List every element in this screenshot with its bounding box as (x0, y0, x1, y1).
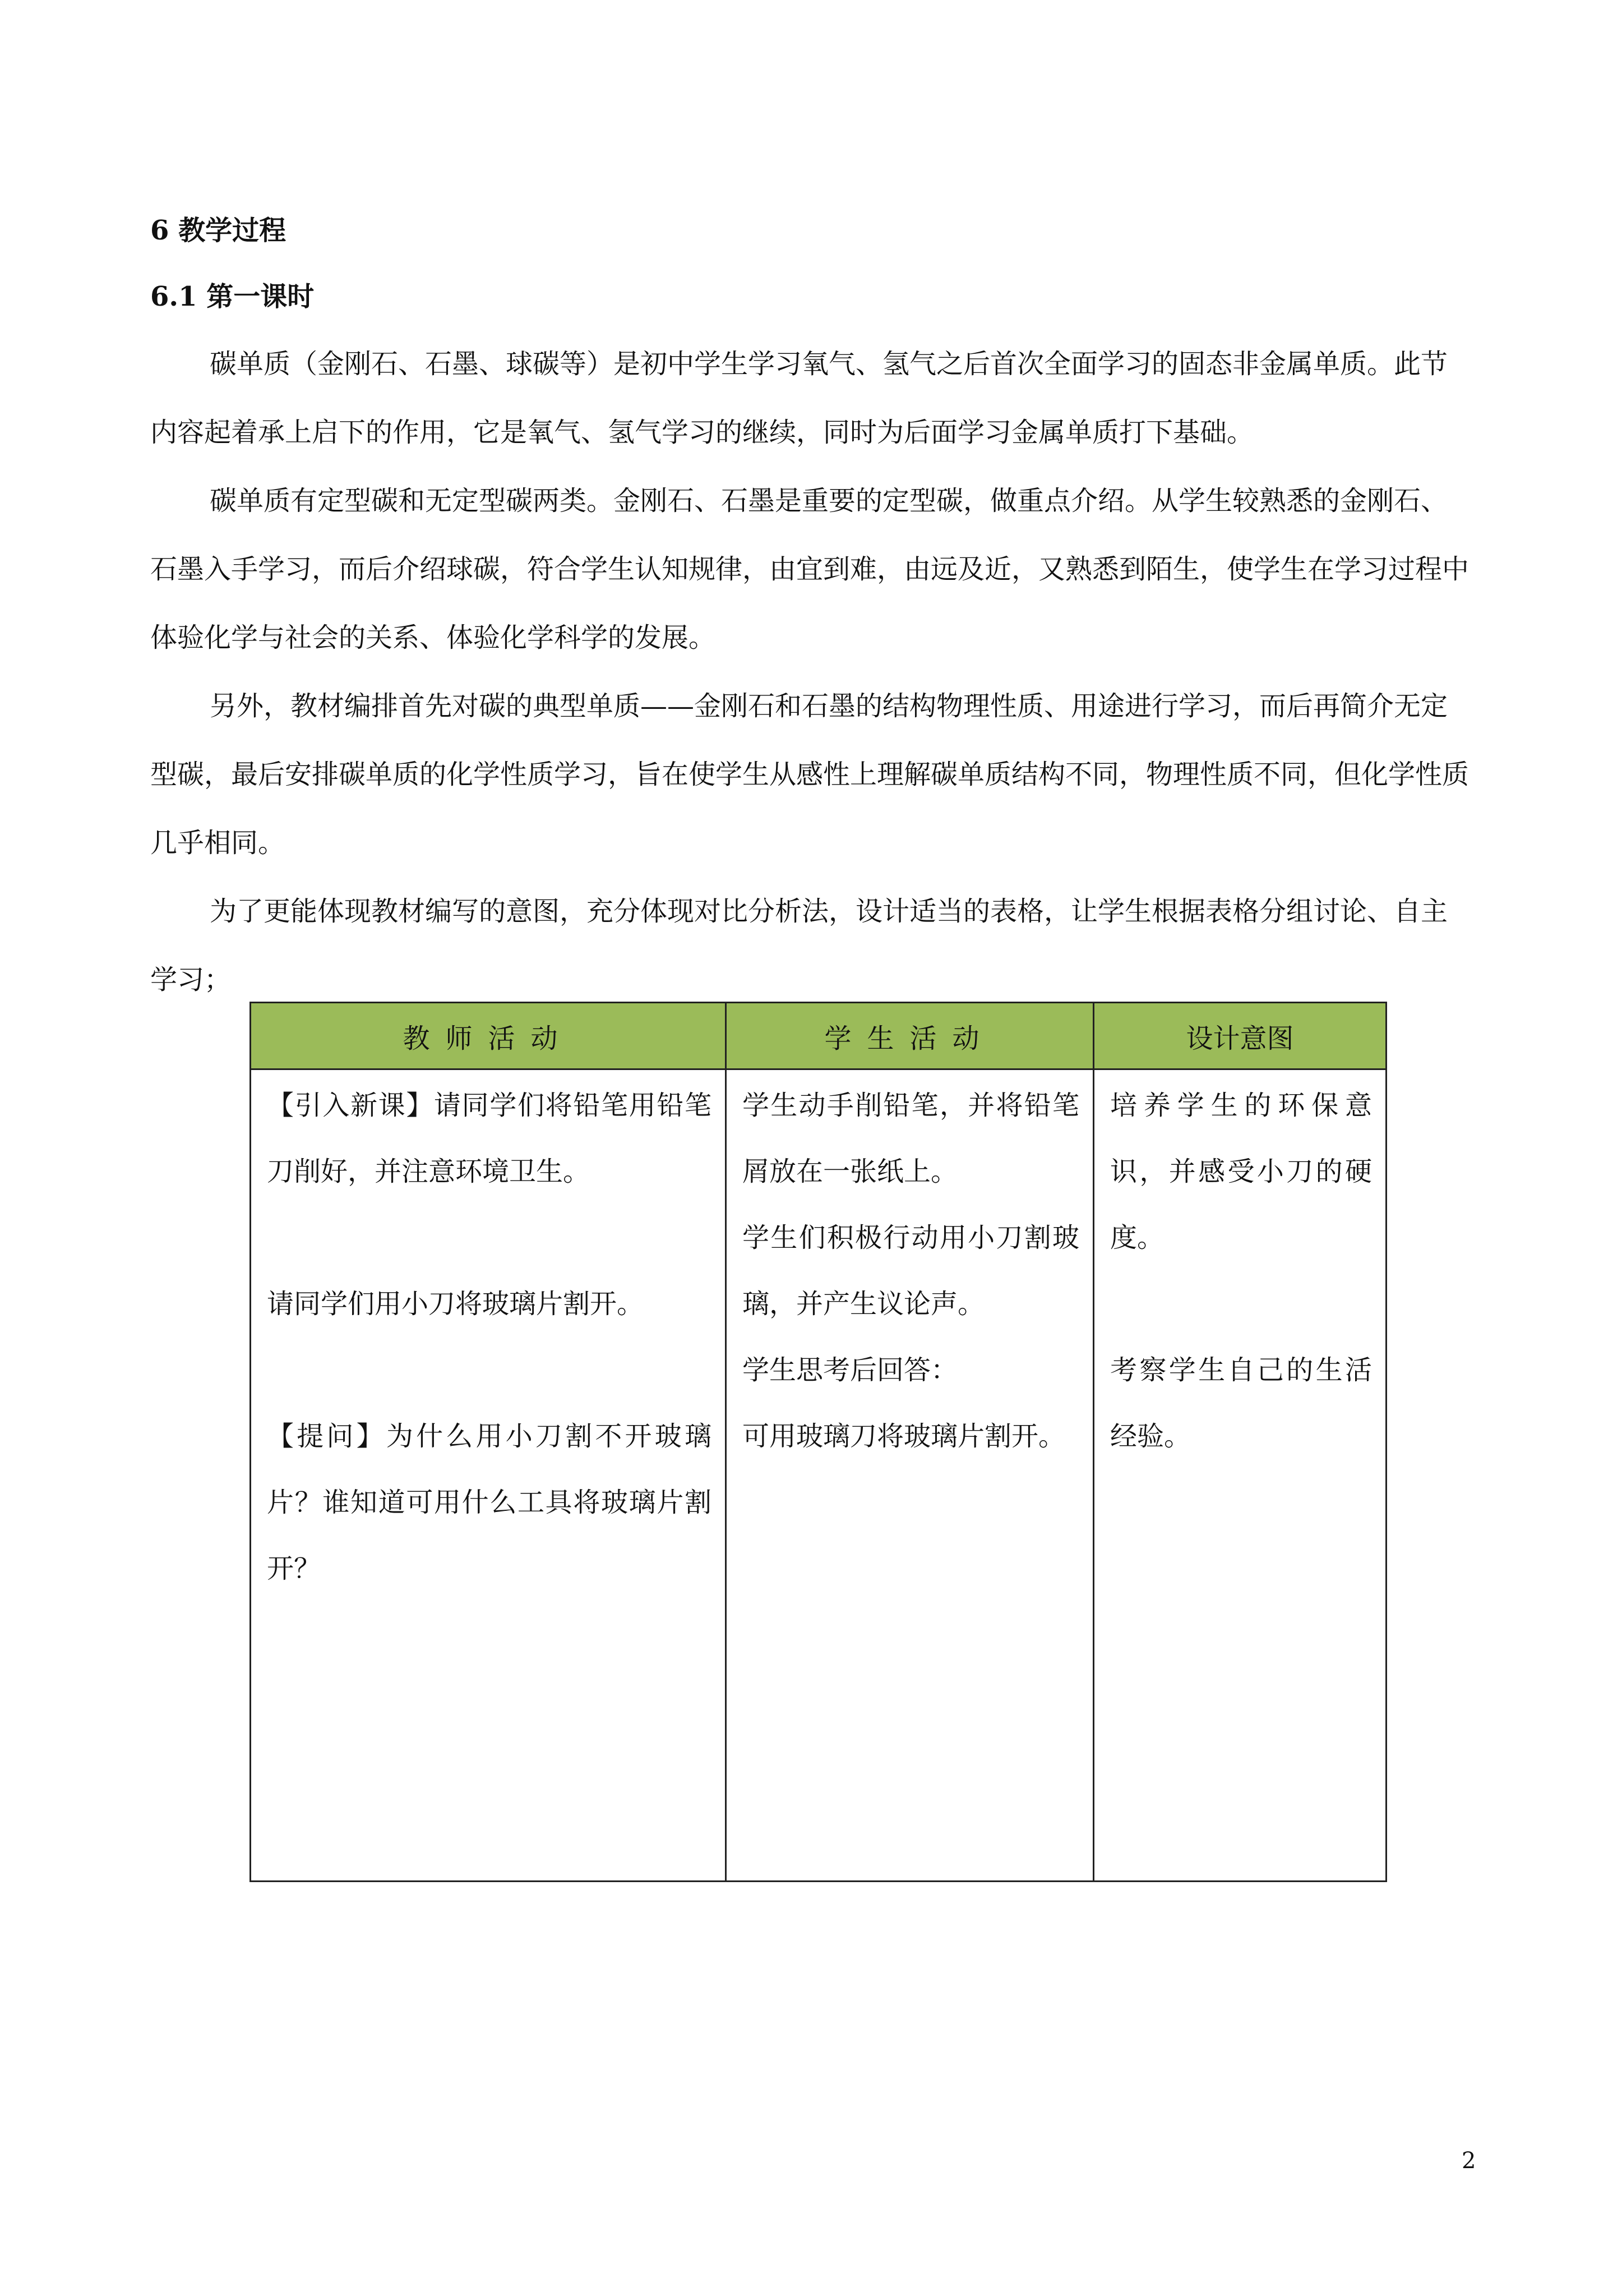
section-heading: 6 教学过程 (150, 215, 286, 246)
table-header-row (251, 1003, 1387, 1069)
student-step-think: 学生思考后回答： (742, 1354, 958, 1386)
header-design-intent: 设计意图 (1094, 1003, 1387, 1069)
design-intent-cell (1094, 1069, 1387, 1882)
paragraph-1 (150, 330, 1473, 467)
student-step-answer: 可用玻璃刀将玻璃片割开。 (742, 1421, 1066, 1452)
paragraph-text: 为了更能体现教材编写的意图，充分体现对比分析法，设计适当的表格，让学生根据表格分组讨论、自主学习； (150, 896, 1448, 995)
teacher-step-cut-glass: 请同学们用小刀将玻璃片割开。 (267, 1288, 644, 1320)
teacher-activity-cell (251, 1069, 726, 1882)
subsection-heading: 6.1 第一课时 (150, 281, 315, 312)
student-step-sharpen: 学生动手削铅笔，并将铅笔屑放在一张纸上。 (742, 1090, 1079, 1187)
paragraph-3 (150, 672, 1473, 877)
teacher-step-question: 【提问】为什么用小刀割不开玻璃片？谁知道可用什么工具将玻璃片割开？ (267, 1421, 711, 1584)
page-number: 2 (1462, 2148, 1476, 2174)
teacher-step-intro: 【引入新课】请同学们将铅笔用铅笔刀削好，并注意环境卫生。 (267, 1090, 711, 1187)
header-teacher-activity: 教师活动 (251, 1003, 726, 1069)
paragraph-text: 另外，教材编排首先对碳的典型单质——金刚石和石墨的结构物理性质、用途进行学习，而后再简介无定型碳，最后安排碳单质的化学性质学习，旨在使学生从感性上理解碳单质结构不同，物理性质不同，但化学性质几乎相同。 (150, 690, 1469, 859)
paragraph-text: 碳单质有定型碳和无定型碳两类。金刚石、石墨是重要的定型碳，做重点介绍。从学生较熟悉的金刚石、石墨入手学习，而后介绍球碳，符合学生认知规律，由宜到难，由远及近，又熟悉到陌生，使学生在学习过程中体验化学与社会的关系、体验化学科学的发展。 (150, 485, 1469, 653)
lesson-table (249, 1002, 1387, 1882)
paragraph-4 (150, 877, 1473, 1014)
student-step-cut-glass: 学生们积极行动用小刀割玻璃，并产生议论声。 (742, 1222, 1079, 1320)
intent-life-experience: 考察学生自己的生活经验。 (1110, 1354, 1372, 1452)
student-activity-cell (726, 1069, 1094, 1882)
paragraph-2 (150, 467, 1473, 672)
intent-environment: 培养学生的环保意识，并感受小刀的硬度。 (1110, 1090, 1372, 1253)
paragraph-text: 碳单质（金刚石、石墨、球碳等）是初中学生学习氧气、氢气之后首次全面学习的固态非金属单质。此节内容起着承上启下的作用，它是氧气、氢气学习的继续，同时为后面学习金属单质打下基础。 (150, 348, 1448, 448)
table-row (251, 1069, 1387, 1882)
header-student-activity: 学生活动 (726, 1003, 1094, 1069)
